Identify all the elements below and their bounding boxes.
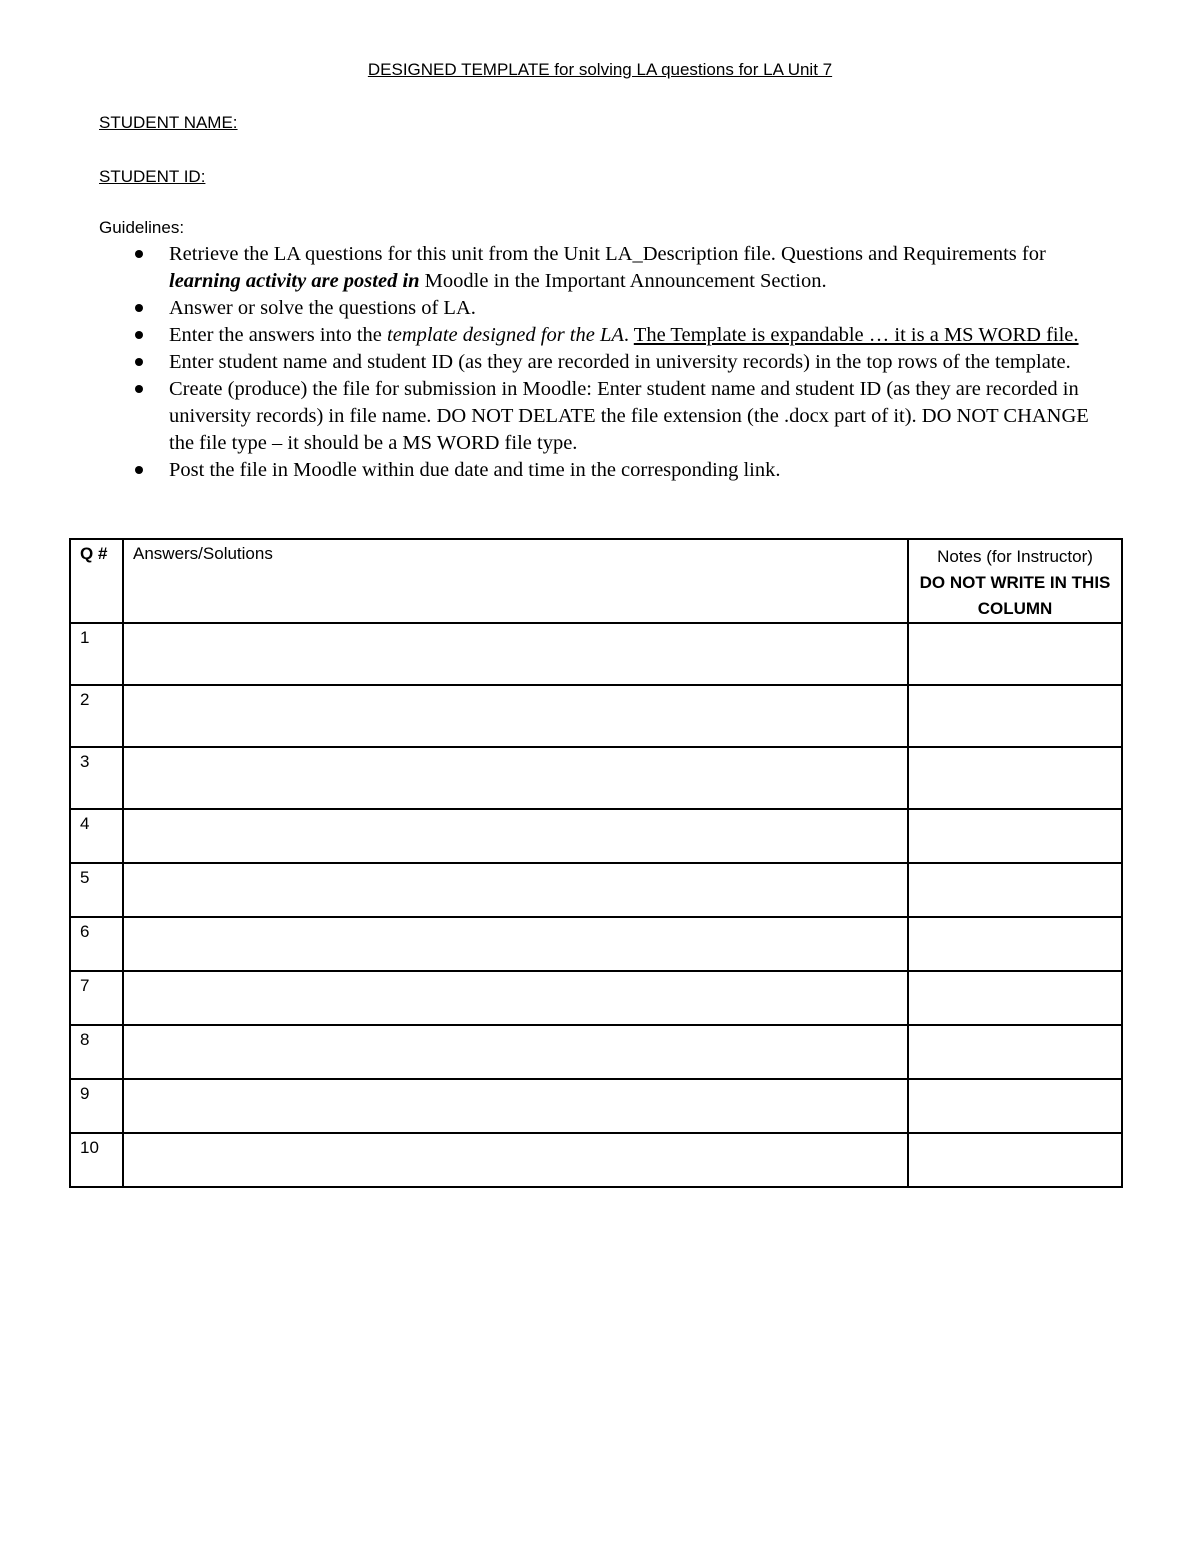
guideline-item: Post the file in Moodle within due date and time in the corresponding link.	[130, 457, 1110, 484]
underlined-note: The Template is expandable … it is a MS WORD file.	[633, 324, 1079, 346]
table-row	[70, 1025, 1122, 1079]
notes-header-label: Notes (for Instructor)	[937, 547, 1093, 566]
answer-cell[interactable]	[123, 1079, 908, 1133]
bullet-icon	[135, 466, 143, 474]
instructor-notes-cell	[908, 747, 1122, 809]
answer-cell[interactable]	[123, 863, 908, 917]
answer-cell[interactable]	[123, 809, 908, 863]
question-number: 7	[70, 971, 123, 1025]
question-number: 10	[70, 1133, 123, 1187]
table-row	[70, 1133, 1122, 1187]
question-number: 5	[70, 863, 123, 917]
student-id-label: STUDENT ID:	[99, 167, 206, 186]
table-row	[70, 917, 1122, 971]
table-row	[70, 685, 1122, 747]
table-row	[70, 809, 1122, 863]
instructor-notes-cell	[908, 623, 1122, 685]
guideline-item: Enter student name and student ID (as they are recorded in university records) in the top rows of the template.	[130, 349, 1110, 376]
instructor-notes-cell	[908, 809, 1122, 863]
emphasis-text: learning activity are posted in	[169, 270, 420, 292]
guideline-item: Enter the answers into the template designed for the LA. The Template is expandable … it is a MS WORD file.	[130, 322, 1110, 349]
table-row	[70, 1079, 1122, 1133]
guidelines-list	[130, 241, 1110, 484]
table-row	[70, 971, 1122, 1025]
emphasis-text: template designed for the LA	[387, 324, 624, 346]
bullet-icon	[135, 250, 143, 258]
answer-cell[interactable]	[123, 623, 908, 685]
bullet-icon	[135, 331, 143, 339]
answer-cell[interactable]	[123, 1025, 908, 1079]
question-number: 6	[70, 917, 123, 971]
question-number: 1	[70, 623, 123, 685]
bullet-icon	[135, 304, 143, 312]
guidelines-heading: Guidelines:	[99, 218, 185, 237]
table-row	[70, 747, 1122, 809]
guideline-item: Answer or solve the questions of LA.	[130, 295, 1110, 322]
answer-cell[interactable]	[123, 917, 908, 971]
column-header-question-number: Q #	[70, 539, 123, 623]
instructor-notes-cell	[908, 863, 1122, 917]
answer-cell[interactable]	[123, 685, 908, 747]
bullet-icon	[135, 358, 143, 366]
answer-cell[interactable]	[123, 747, 908, 809]
question-number: 4	[70, 809, 123, 863]
student-name-label: STUDENT NAME:	[99, 113, 238, 132]
instructor-notes-cell	[908, 1025, 1122, 1079]
notes-warning: DO NOT WRITE IN THIS COLUMN	[919, 573, 1111, 618]
instructor-notes-cell	[908, 1133, 1122, 1187]
question-number: 2	[70, 685, 123, 747]
instructor-notes-cell	[908, 1079, 1122, 1133]
table-row	[70, 623, 1122, 685]
guideline-item: Create (produce) the file for submission in Moodle: Enter student name and student ID (as they are recorded in university records) in file name. DO NOT DELATE the file extension (the .docx part of it). DO NOT CHANGE the file type – it should be a MS WORD file type.	[130, 376, 1110, 457]
guideline-item: Retrieve the LA questions for this unit from the Unit LA_Description file. Questions and Requirements for learning activity are posted in Moodle in the Important Announcement Section.	[130, 241, 1110, 295]
question-number: 3	[70, 747, 123, 809]
column-header-notes	[908, 539, 1122, 623]
question-number: 8	[70, 1025, 123, 1079]
answer-cell[interactable]	[123, 971, 908, 1025]
table-row	[70, 863, 1122, 917]
column-header-answers: Answers/Solutions	[123, 539, 908, 623]
instructor-notes-cell	[908, 685, 1122, 747]
answer-cell[interactable]	[123, 1133, 908, 1187]
document-title: DESIGNED TEMPLATE for solving LA questions for LA Unit 7	[367, 60, 833, 79]
instructor-notes-cell	[908, 971, 1122, 1025]
instructor-notes-cell	[908, 917, 1122, 971]
question-number: 9	[70, 1079, 123, 1133]
table-header-row	[70, 539, 1122, 623]
bullet-icon	[135, 385, 143, 393]
answers-table	[69, 538, 1123, 1188]
